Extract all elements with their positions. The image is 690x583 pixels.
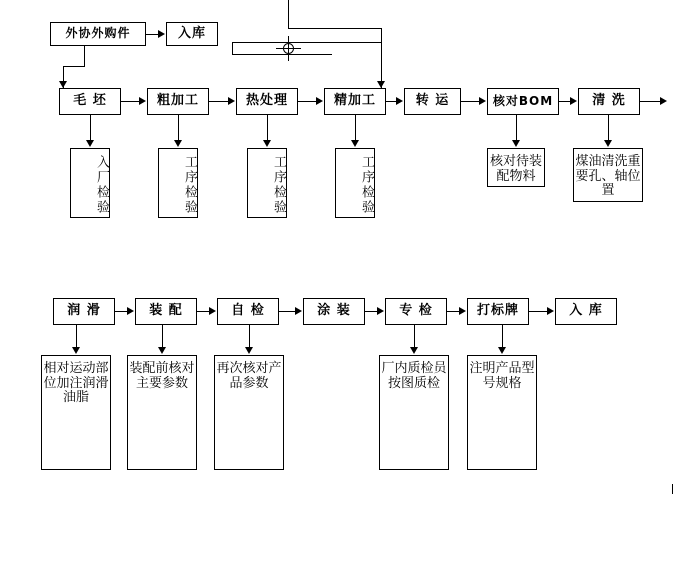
process-box-zhuanyun[interactable]: 转 运 xyxy=(404,88,461,115)
connector-r2-1 xyxy=(115,311,127,312)
arrow-r1-6 xyxy=(570,97,577,105)
process-box-waixie[interactable]: 外协外购件 xyxy=(50,22,146,46)
arrow-dabiaopai-note xyxy=(498,347,506,354)
arrow-cujiagong-note xyxy=(174,140,182,147)
arrow-qingxi-note xyxy=(604,140,612,147)
connector-bus-top xyxy=(232,42,382,43)
connector-bus-left-end xyxy=(232,42,233,54)
note-box-gongxujianyan-1 xyxy=(158,148,198,218)
connector-r1-6 xyxy=(559,101,570,102)
arrow-r2-1 xyxy=(127,307,134,315)
arrow-r2-4 xyxy=(377,307,384,315)
note-box-zhuanjian xyxy=(379,355,449,470)
process-box-zhuanjian[interactable]: 专 检 xyxy=(385,298,447,325)
connector-bus-node xyxy=(232,54,332,55)
connector-zhuangpei-note xyxy=(162,325,163,348)
note-box-zhuangpei xyxy=(127,355,197,470)
note-box-meiyou-qingxi xyxy=(573,148,643,202)
connector-rechuli-note xyxy=(267,115,268,141)
arrow-r1-out xyxy=(660,97,667,105)
arrow-into-jingjiagong xyxy=(377,81,385,88)
note-text-dabiaopai: 注明产品型号规格 xyxy=(469,361,535,391)
connector-dabiaopai-note xyxy=(502,325,503,348)
process-box-rechuli[interactable]: 热处理 xyxy=(236,88,298,115)
arrow-r1-5 xyxy=(479,97,486,105)
process-box-zhuangpei[interactable]: 装 配 xyxy=(135,298,197,325)
note-box-zijian xyxy=(214,355,284,470)
arrow-zhuanjian-note xyxy=(410,347,418,354)
connector-zhuanjian-note xyxy=(414,325,415,348)
connector-zijian-note xyxy=(249,325,250,348)
process-box-ruku-top[interactable]: 入库 xyxy=(166,22,218,46)
note-box-hedui-wuliao xyxy=(487,148,545,187)
connector-top-stub xyxy=(288,0,289,28)
note-text-zijian: 再次核对产品参数 xyxy=(216,361,282,391)
process-box-hedui-bom[interactable]: 核对BOM xyxy=(487,88,559,115)
process-box-tuzhuang[interactable]: 涂 装 xyxy=(303,298,365,325)
connector-bom-note xyxy=(516,115,517,141)
arrow-r1-2 xyxy=(228,97,235,105)
note-text-gongxujianyan-1: 工序检验 xyxy=(182,155,197,215)
connector-r1-5 xyxy=(461,101,479,102)
note-text-gongxujianyan-2: 工序检验 xyxy=(271,155,286,215)
note-text-rucangjianyan: 入厂检验 xyxy=(94,155,109,215)
process-box-qingxi[interactable]: 清 洗 xyxy=(578,88,640,115)
page-corner-mark xyxy=(672,484,673,494)
note-box-rucchangjianyan xyxy=(70,148,110,218)
junction-cross-v-icon xyxy=(288,36,289,61)
arrow-maopi-note xyxy=(86,140,94,147)
arrow-runhua-note xyxy=(72,347,80,354)
arrow-r2-6 xyxy=(547,307,554,315)
arrow-r1-4 xyxy=(396,97,403,105)
process-box-maopi[interactable]: 毛 坯 xyxy=(59,88,121,115)
connector-r2-2 xyxy=(197,311,209,312)
process-box-jingjiagong[interactable]: 精加工 xyxy=(324,88,386,115)
note-box-gongxujianyan-2 xyxy=(247,148,287,218)
connector-r1-2 xyxy=(209,101,228,102)
note-text-zhuanjian: 厂内质检员按图质检 xyxy=(381,361,447,391)
process-box-ruku-end[interactable]: 入 库 xyxy=(555,298,617,325)
arrow-waixie-ruku xyxy=(158,30,165,38)
connector-r1-1 xyxy=(121,101,139,102)
arrow-r2-2 xyxy=(209,307,216,315)
process-box-cujiagong[interactable]: 粗加工 xyxy=(147,88,209,115)
arrow-bom-note xyxy=(512,140,520,147)
connector-r2-5 xyxy=(447,311,459,312)
arrow-rechuli-note xyxy=(263,140,271,147)
note-text-zhuangpei: 装配前核对主要参数 xyxy=(129,361,195,391)
connector-bus-right-down xyxy=(381,28,382,88)
note-box-gongxujianyan-3 xyxy=(335,148,375,218)
arrow-jingjiagong-note xyxy=(351,140,359,147)
process-box-runhua[interactable]: 润 滑 xyxy=(53,298,115,325)
note-text-meiyou-qingxi: 煤油清洗重要孔、轴位置 xyxy=(575,154,641,199)
connector-qingxi-note xyxy=(608,115,609,141)
note-text-hedui-wuliao: 核对待装配物料 xyxy=(489,154,542,184)
connector-waixie-down xyxy=(84,46,85,66)
arrow-into-maopi xyxy=(59,81,67,88)
connector-r2-3 xyxy=(279,311,295,312)
connector-bus-top-right xyxy=(288,28,382,29)
connector-r1-3 xyxy=(298,101,316,102)
connector-jingjiagong-note xyxy=(355,115,356,141)
connector-r1-4 xyxy=(386,101,396,102)
arrow-r1-1 xyxy=(139,97,146,105)
arrow-zhuangpei-note xyxy=(158,347,166,354)
connector-r2-6 xyxy=(529,311,547,312)
arrow-r2-5 xyxy=(459,307,466,315)
connector-runhua-note xyxy=(76,325,77,348)
process-box-dabiaopai[interactable]: 打标牌 xyxy=(467,298,529,325)
note-box-runhua xyxy=(41,355,111,470)
note-text-gongxujianyan-3: 工序检验 xyxy=(359,155,374,215)
connector-r1-out xyxy=(640,101,660,102)
connector-waixie-left xyxy=(63,66,85,67)
process-box-zijian[interactable]: 自 检 xyxy=(217,298,279,325)
note-box-dabiaopai xyxy=(467,355,537,470)
arrow-zijian-note xyxy=(245,347,253,354)
arrow-r2-3 xyxy=(295,307,302,315)
note-text-runhua: 相对运动部位加注润滑油脂 xyxy=(43,361,109,406)
connector-r2-4 xyxy=(365,311,377,312)
connector-maopi-note xyxy=(90,115,91,141)
arrow-r1-3 xyxy=(316,97,323,105)
connector-cujiagong-note xyxy=(178,115,179,141)
